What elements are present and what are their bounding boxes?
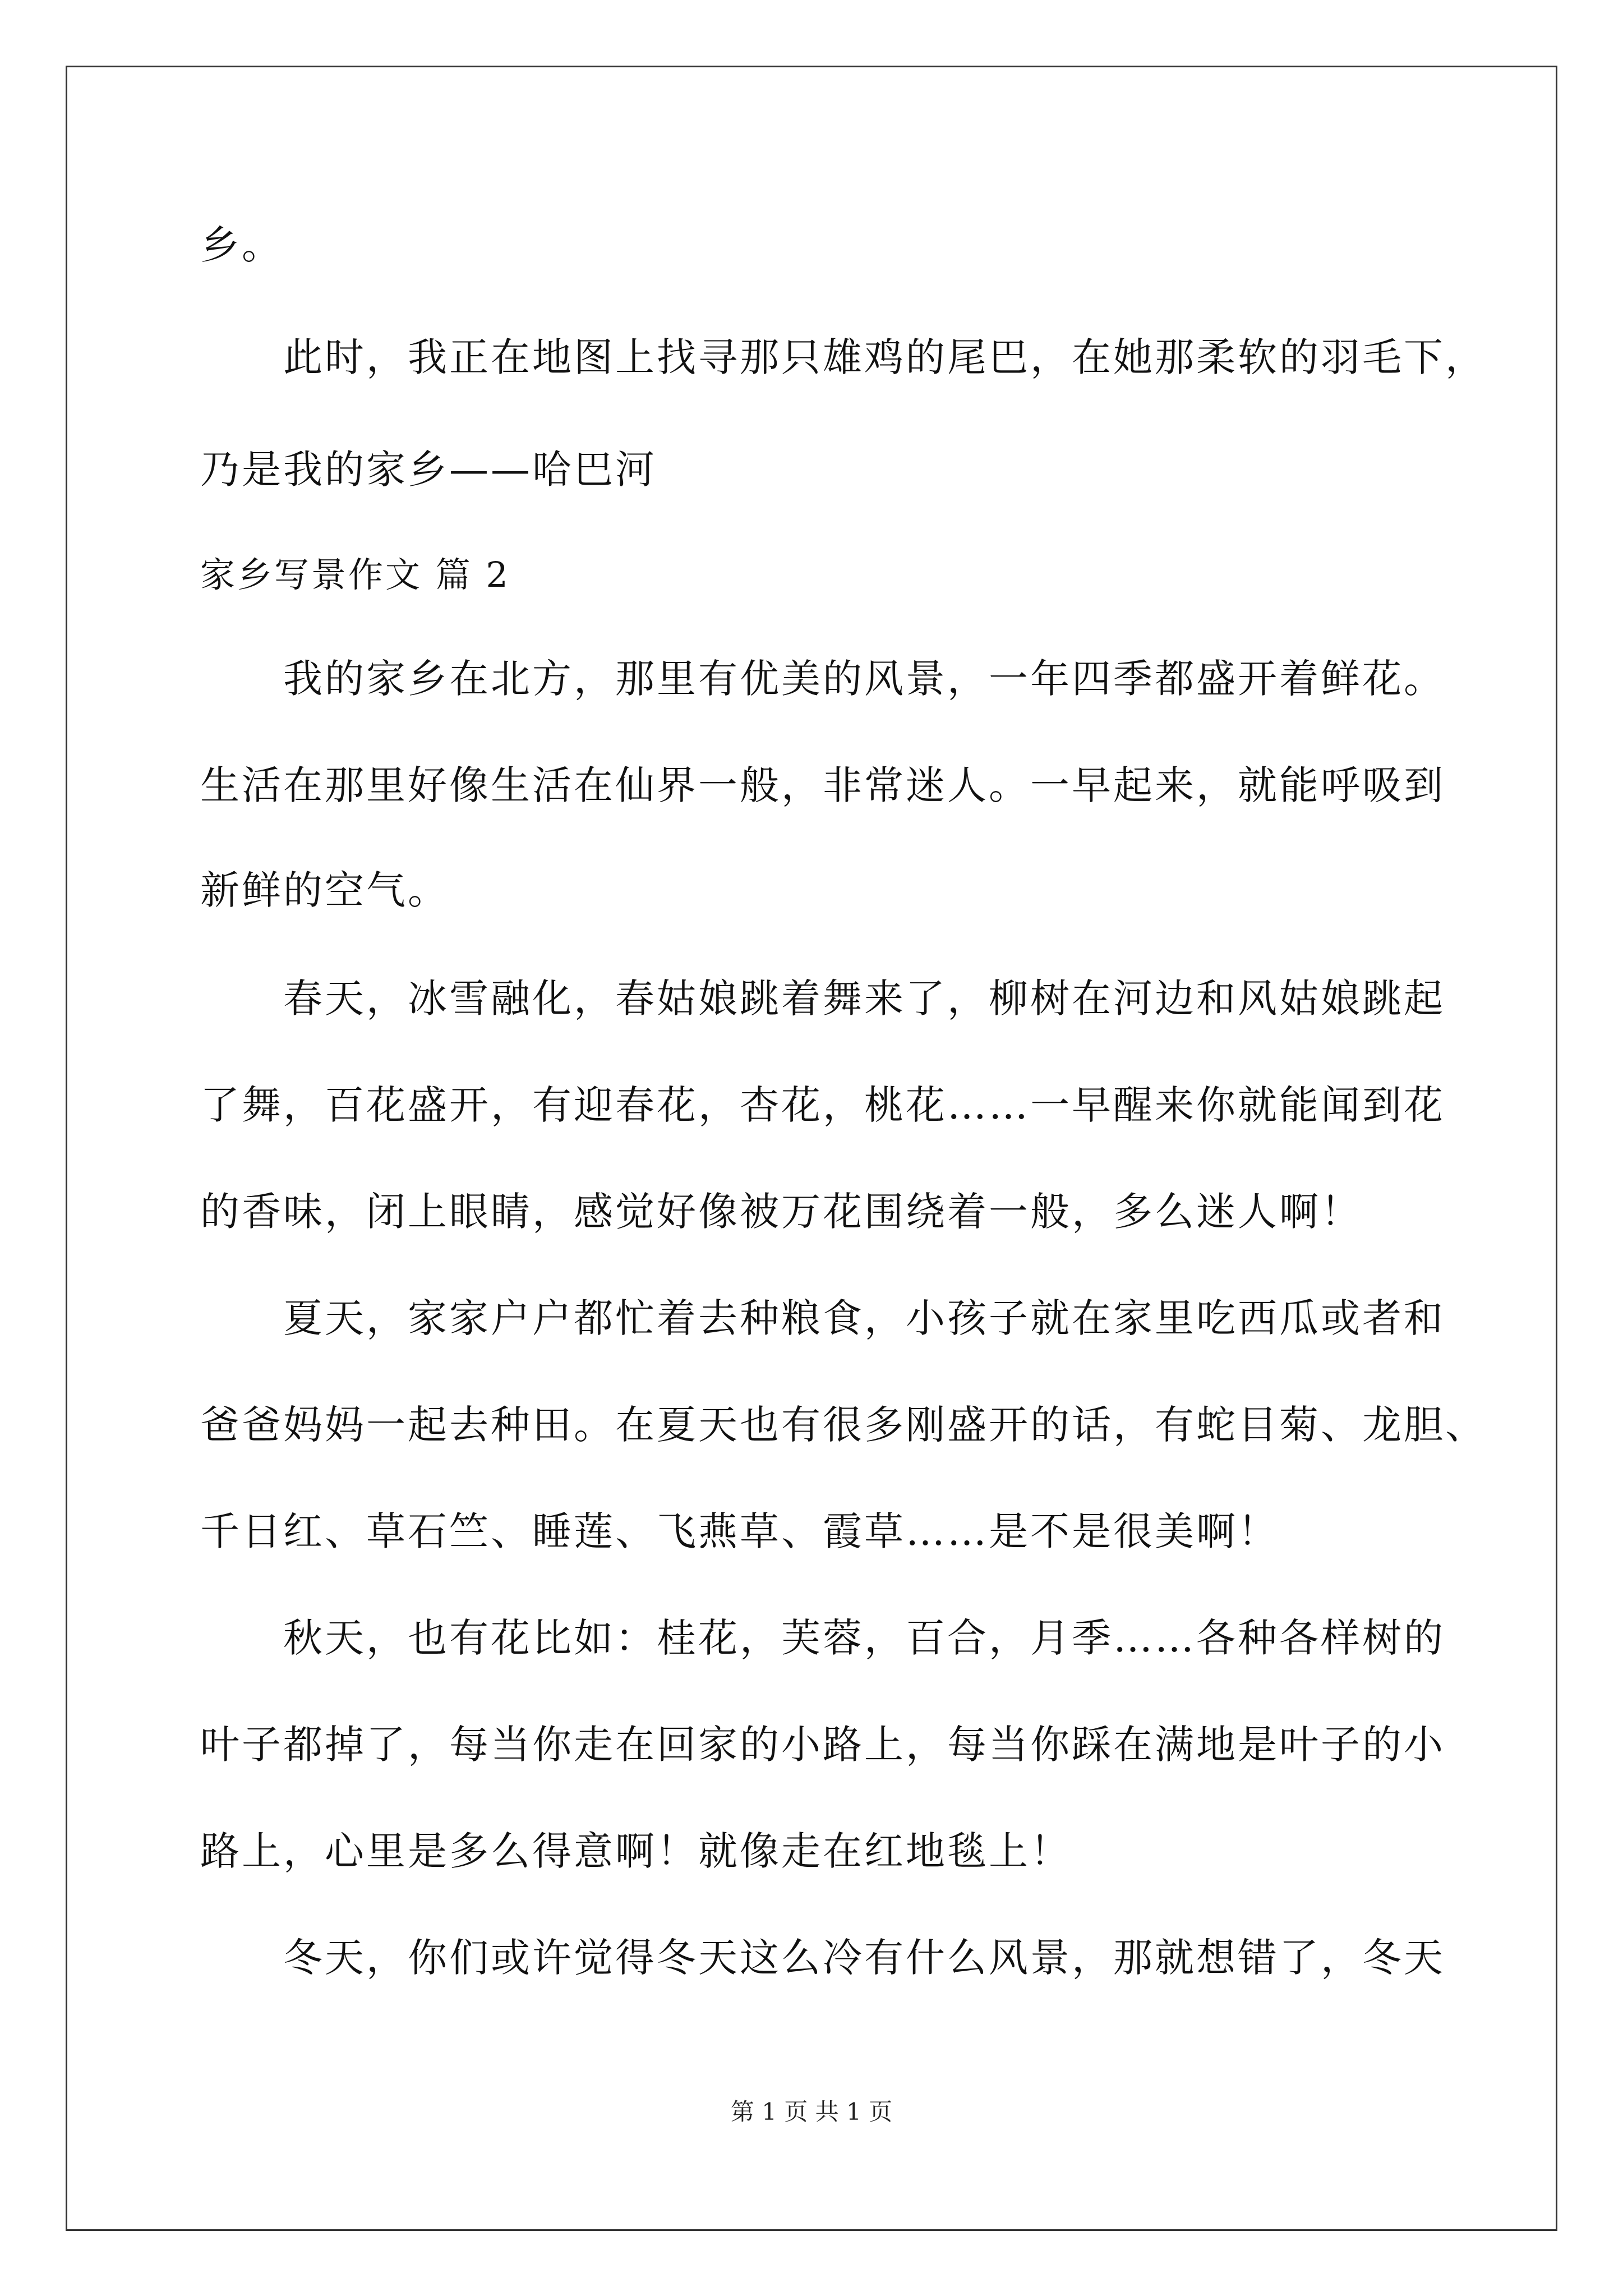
text-line: 千日红、草石竺、睡莲、飞燕草、霞草……是不是很美啊！: [200, 1508, 1279, 1554]
paragraph-start-line: 此时，我正在地图上找寻那只雄鸡的尾巴，在她那柔软的羽毛下，: [283, 334, 1487, 380]
text-line: 爸爸妈妈一起去种田。在夏天也有很多刚盛开的话，有蛇目菊、龙胆、: [200, 1402, 1487, 1448]
paragraph-start-line: 我的家乡在北方，那里有优美的风景，一年四季都盛开着鲜花。: [283, 656, 1445, 702]
text-line: 的香味，闭上眼睛，感觉好像被万花围绕着一般，多么迷人啊！: [200, 1189, 1362, 1235]
text-line: 乡。: [200, 222, 283, 268]
section-heading: 家乡写景作文 篇 2: [200, 554, 510, 595]
paragraph-start-line: 夏天，家家户户都忙着去种粮食，小孩子就在家里吃西瓜或者和: [283, 1295, 1445, 1341]
paragraph-start-line: 春天，冰雪融化，春姑娘跳着舞来了，柳树在河边和风姑娘跳起: [283, 976, 1445, 1022]
page-border: [66, 66, 1557, 2231]
page-footer: 第 1 页 共 1 页: [730, 2098, 893, 2125]
paragraph-start-line: 冬天，你们或许觉得冬天这么冷有什么风景，那就想错了，冬天: [283, 1935, 1445, 1981]
text-line: 新鲜的空气。: [200, 867, 449, 913]
text-line: 了舞，百花盛开，有迎春花，杏花，桃花……一早醒来你就能闻到花: [200, 1082, 1445, 1128]
text-line: 乃是我的家乡——哈巴河: [200, 447, 657, 493]
text-line: 叶子都掉了，每当你走在回家的小路上，每当你踩在满地是叶子的小: [200, 1722, 1445, 1768]
text-line: 生活在那里好像生活在仙界一般，非常迷人。一早起来，就能呼吸到: [200, 762, 1445, 808]
paragraph-start-line: 秋天，也有花比如：桂花，芙蓉，百合，月季……各种各样树的: [283, 1615, 1445, 1661]
text-line: 路上，心里是多么得意啊！就像走在红地毯上！: [200, 1828, 1072, 1874]
